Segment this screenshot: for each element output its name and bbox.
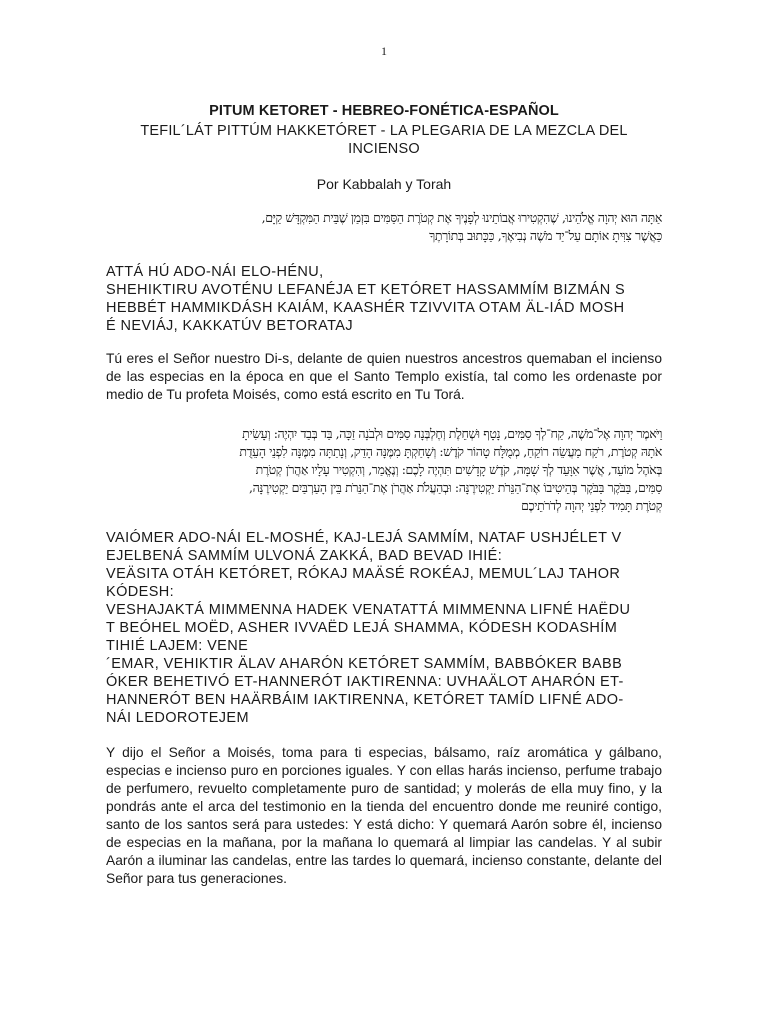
document-subtitle: TEFIL´LÁT PITTÚM HAKKETÓRET - LA PLEGARIA DE LA MEZCLA DEL INCIENSO [140,123,628,157]
hebrew-paragraph-2: וַיֹּאמֶר יְהוָה אֶל־מֹשֶׁה, קַח־לְךָ סַמִּים, נָטָף וּשְׁחֵלֶת וְחֶלְבְּנָה סַמִּים וּלְבֹנָה זַכָּה, בַּד בְּבַד יִהְיֶה: וְעָשִׂיתָ אֹתָהּ קְטֹרֶת, רֹקַח מַעֲשֵׂה רוֹקֵחַ, מְמֻלָּח טָהוֹר קֹדֶשׁ: וְשָׁחַקְתָּ מִמֶּנָּה הָדֵק, וְנָתַתָּה מִמֶּנָּה לִפְנֵי הָעֵדֻת בְּאֹהֶל מוֹעֵד, אֲשֶׁר אִוָּעֵד לְךָ שָׁמָּה, קֹדֶשׁ קָדָשִׁים תִּהְיֶה לָכֶם: וְנֶאֱמַר, וְהִקְטִיר עָלָיו אַהֲרֹן קְטֹרֶת סַמִּים, בַּבֹּקֶר בַּבֹּקֶר בְּהֵיטִיבוֹ אֶת־הַנֵּרֹת יַקְטִירֶנָּה: וּבְהַעֲלֹת אַהֲרֹן אֶת־הַנֵּרֹת בֵּין הָעַרְבַּיִם יַקְטִירֶנָּה, קְטֹרֶת תָּמִיד לִפְנֵי יְהוָה לְדֹרֹתֵיכֶם [239,426,662,513]
document-byline: Por Kabbalah y Torah [316,176,452,192]
spanish-paragraph-2: Y dijo el Señor a Moisés, toma para ti especias, bálsamo, raíz aromática y gálbano, especias e incienso puro en porciones iguales. Y con ellas harás incienso, perfume trabajo de perfumero, revuelto completamente puro de santidad; y molerás de ella muy fino, y la pondrás ante el arca del testimonio en la tienda del encuentro donde me reuniré contigo, santo de los santos será para ustedes: Y está dicho: Y quemará Aarón sobre él, incienso de especias en la mañana, por la mañana lo quemará al limpiar las candelas. Y al subir Aarón a iluminar las candelas, entre las tardes lo quemará, incienso constante, delante del Señor para tus generaciones. [106,745,662,886]
phonetic-paragraph-2: VAIÓMER ADO-NÁI EL-MOSHÉ, KAJ-LEJÁ SAMMÍM, NATAF USHJÉLET V EJELBENÁ SAMMÍM ULVONÁ ZAKKÁ, BAD BEVAD IHIÉ: VEÄSITA OTÁH KETÓRET, RÓKAJ MAÄSÉ ROKÉAJ, MEMUL´LAJ TAHOR KÓDESH: VESHAJAKTÁ MIMMENNA HADEK VENATATTÁ MIMMENNA LIFNÉ HAËDU T BEÓHEL MOËD, ASHER IVVAËD LEJÁ SHAMMA, KÓDESH KODASHÍM TIHIÉ LAJEM: VENE ´EMAR, VEHIKTIR ÄLAV AHARÓN KETÓRET SAMMÍM, BABBÓKER BABB ÓKER BEHETIVÓ ET-HANNERÓT IAKTIRENNA: UVHAÄLOT AHARÓN ET- HANNERÓT BEN HAÄRBÁIM IAKTIRENNA, KETÓRET TAMÍD LIFNÉ ADO- NÁI LEDOROTEJEM [106,530,631,726]
document-title: PITUM KETORET - HEBREO-FONÉTICA-ESPAÑOL [209,103,559,119]
hebrew-paragraph-1: אַתָּה הוּא יְהוָה אֱלֹהֵינוּ, שֶׁהִקְטִירוּ אֲבוֹתֵינוּ לְפָנֶיךָ אֶת קְטֹרֶת הַסַּמִּים בִּזְמַן שֶׁבֵּית הַמִּקְדָּשׁ קַיָּם, כַּאֲשֶׁר צִוִּיתָ אוֹתָם עַל־יַד מֹשֶׁה נְבִיאֶךָ, כַּכָּתוּב בְּתוֹרָתֶךָ [261,210,662,243]
phonetic-paragraph-1: ATTÁ HÚ ADO-NÁI ELO-HÉNU, SHEHIKTIRU AVOTÉNU LEFANÉJA ET KETÓRET HASSAMMÍM BIZMÁN S HEBBÉT HAMMIKDÁSH KAIÁM, KAASHÉR TZIVVITA OTAM ÄL-IÁD MOSH É NEVIÁJ, KAKKATÚV BETORATAJ [106,264,626,334]
page-number: 1 [381,44,387,58]
spanish-paragraph-1: Tú eres el Señor nuestro Di-s, delante de quien nuestros ancestros quemaban el incienso de las especias en la época en que el Santo Templo existía, tal como les ordenaste por medio de Tu profeta Moisés, como está escrito en Tu Torá. [106,351,662,402]
